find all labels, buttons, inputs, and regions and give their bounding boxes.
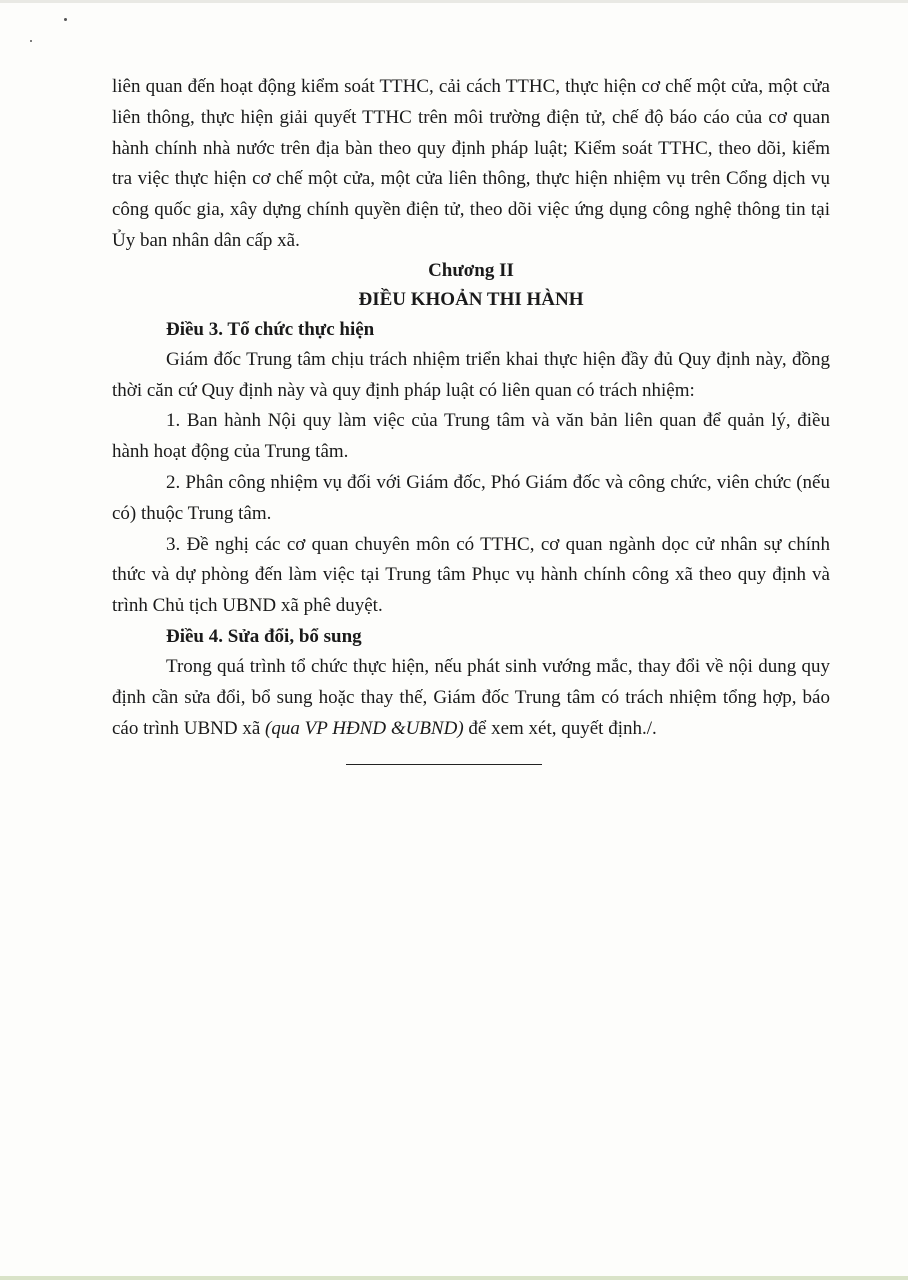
article-4-text-part-1: Trong quá trình tổ chức thực hiện, nếu phát sinh vướng mắc, thay đổi về nội dung quy định cần sửa đổi, bổ sung hoặc thay thế, Giám đốc Trung tâm có trách nhiệm tổng hợp, báo cáo trình UBND xã	[112, 655, 830, 739]
scan-bottom-edge	[0, 1276, 908, 1280]
scan-speck	[30, 40, 32, 42]
chapter-title: ĐIỀU KHOẢN THI HÀNH	[358, 288, 584, 310]
article-4-heading: Điều 4. Sửa đổi, bổ sung	[166, 625, 362, 647]
article-3-heading: Điều 3. Tổ chức thực hiện	[166, 318, 375, 340]
scan-top-edge	[0, 0, 908, 3]
scan-speck	[64, 18, 67, 21]
article-4-text-italic: (qua VP HĐND &UBND)	[265, 717, 464, 739]
article-4-text	[112, 652, 830, 744]
article-3-item-2: 2. Phân công nhiệm vụ đối với Giám đốc, Phó Giám đốc và công chức, viên chức (nếu có) thuộc Trung tâm.	[112, 471, 830, 524]
end-of-document-rule	[346, 764, 542, 765]
article-3-intro: Giám đốc Trung tâm chịu trách nhiệm triển khai thực hiện đầy đủ Quy định này, đồng thời căn cứ Quy định này và quy định pháp luật có liên quan có trách nhiệm:	[112, 348, 830, 401]
article-3-item-1: 1. Ban hành Nội quy làm việc của Trung tâm và văn bản liên quan để quản lý, điều hành hoạt động của Trung tâm.	[112, 410, 830, 463]
chapter-label: Chương II	[428, 259, 514, 281]
document-page	[112, 72, 830, 744]
article-3-item-3: 3. Đề nghị các cơ quan chuyên môn có TTHC, cơ quan ngành dọc cử nhân sự chính thức và dự phòng đến làm việc tại Trung tâm Phục vụ hành chính công xã theo quy định và trình Chủ tịch UBND xã phê duyệt.	[112, 533, 830, 617]
article-4-text-part-2: để xem xét, quyết định./.	[463, 717, 657, 739]
paragraph-intro: liên quan đến hoạt động kiểm soát TTHC, cải cách TTHC, thực hiện cơ chế một cửa, một cửa liên thông, thực hiện giải quyết TTHC trên môi trường điện tử, chế độ báo cáo của cơ quan hành chính nhà nước trên địa bàn theo quy định pháp luật; Kiểm soát TTHC, theo dõi, kiểm tra việc thực hiện cơ chế một cửa, một cửa liên thông, thực hiện nhiệm vụ trên Cổng dịch vụ công quốc gia, xây dựng chính quyền điện tử, theo dõi việc ứng dụng công nghệ thông tin tại Ủy ban nhân dân cấp xã.	[112, 76, 830, 251]
